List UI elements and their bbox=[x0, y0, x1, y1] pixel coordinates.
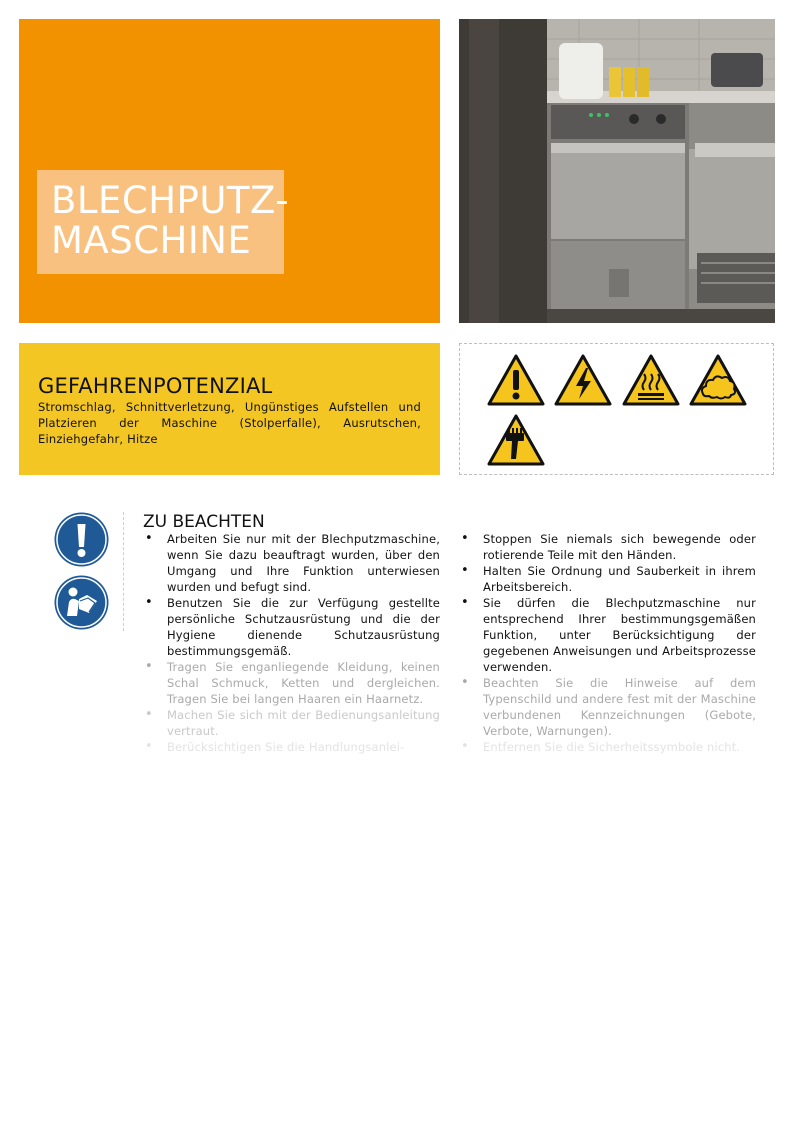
list-item: • Berücksichtigen Sie die Handlungsanlei- bbox=[143, 739, 440, 755]
mandatory-general-icon bbox=[53, 511, 110, 568]
list-item: • Entfernen Sie die Sicherheitssymbole nicht. bbox=[459, 739, 756, 755]
machine-photo bbox=[459, 19, 775, 323]
explosive-atmosphere-warning-icon bbox=[689, 354, 747, 406]
list-item: • Beachten Sie die Hinweise auf dem Typenschild und andere fest mit der Maschine verbundenen Kennzeichnungen (Gebote, Verbote, Warnungen). bbox=[459, 675, 756, 739]
warning-symbols-box bbox=[459, 343, 774, 475]
hazard-text: Stromschlag, Schnittverletzung, Ungünstiges Aufstellen und Platzieren der Maschine (Stolperfalle), Ausrutschen, Einziehgefahr, Hitze bbox=[38, 400, 421, 446]
general-warning-icon bbox=[487, 354, 545, 406]
list-item: • Tragen Sie enganliegende Kleidung, keinen Schal Schmuck, Ketten und dergleichen. Tragen Sie bei langen Haaren ein Haarnetz. bbox=[143, 659, 440, 707]
list-item: • Machen Sie sich mit der Bedienungsanleitung vertraut. bbox=[143, 707, 440, 739]
list-item: • Benutzen Sie die zur Verfügung gestellte persönliche Schutzausrüstung und die der Hygiene dienende Schutzausrüstung bestimmungsgemäß. bbox=[143, 595, 440, 659]
list-item: • Sie dürfen die Blechputzmaschine nur entsprechend Ihrer bestimmungsgemäßen Funktion, unter Berücksichtigung der gegebenen Anweisungen und Arbeitsprozesse verwenden. bbox=[459, 595, 756, 675]
section-divider bbox=[123, 512, 124, 631]
electric-voltage-warning-icon bbox=[554, 354, 612, 406]
list-item: • Arbeiten Sie nur mit der Blechputzmaschine, wenn Sie dazu beauftragt wurden, über den Umgang und Ihre Funktion unterwiesen wurden und befugt sind. bbox=[143, 531, 440, 595]
page-title: BLECHPUTZ- MASCHINE bbox=[51, 179, 290, 262]
hot-surface-warning-icon bbox=[622, 354, 680, 406]
notes-right-column bbox=[459, 531, 756, 755]
list-item: • Halten Sie Ordnung und Sauberkeit in ihrem Arbeitsbereich. bbox=[459, 563, 756, 595]
notes-heading: ZU BEACHTEN bbox=[143, 512, 265, 532]
hand-injury-warning-icon bbox=[487, 414, 545, 466]
list-item: • Stoppen Sie niemals sich bewegende oder rotierende Teile mit den Händen. bbox=[459, 531, 756, 563]
read-manual-icon bbox=[53, 574, 110, 631]
hazard-heading: GEFAHRENPOTENZIAL bbox=[38, 374, 273, 398]
notes-left-column bbox=[143, 531, 440, 755]
